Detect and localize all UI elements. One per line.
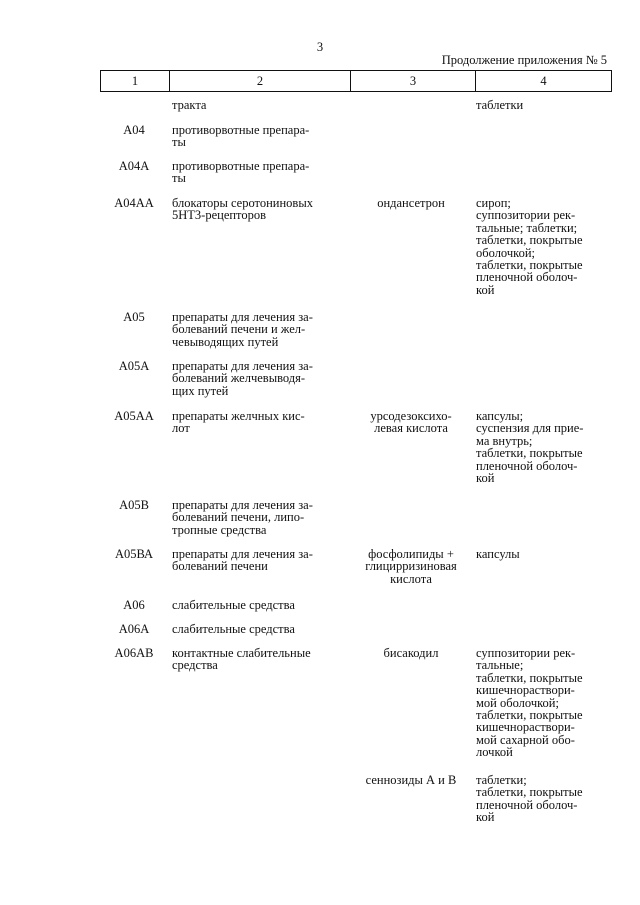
row-name: противорвотные препара- ты [172, 123, 310, 150]
row-code: А06А [118, 622, 150, 636]
row-form: капсулы [476, 547, 520, 561]
row-code: А04АА [114, 196, 154, 210]
row-substance: сеннозиды А и В [365, 773, 457, 787]
row-name: препараты для лечения за- болеваний желчевыводя- щих путей [172, 359, 313, 398]
row-substance: фосфолипиды + глицирризиновая кислота [365, 547, 457, 586]
row-name: препараты для лечения за- болеваний печени [172, 547, 313, 574]
row-name: препараты для лечения за- болеваний печени и жел- чевыводящих путей [172, 310, 313, 349]
header-col-4: 4 [540, 74, 547, 88]
row-form: таблетки [476, 98, 524, 112]
row-substance: ондансетрон [377, 196, 445, 210]
row-code: А04 [123, 123, 145, 137]
row-substance: бисакодил [383, 646, 439, 660]
continuation-label: Продолжение приложения № 5 [441, 53, 607, 67]
row-substance: урсодезоксихо- левая кислота [370, 409, 452, 436]
page-number: 3 [316, 40, 324, 54]
row-code: А05ВА [114, 547, 154, 561]
row-code: А04А [118, 159, 150, 173]
row-code: А05 [123, 310, 145, 324]
row-code: А05В [119, 498, 149, 512]
row-code: А06 [123, 598, 145, 612]
row-name: слабительные средства [172, 622, 295, 636]
row-name: препараты желчных кис- лот [172, 409, 305, 436]
row-form: суппозитории рек- тальные; таблетки, покрытые кишечнораствори- мой оболочкой; таблетки, покрытые кишечнораствори- мой сахарной обо- лочкой [476, 646, 583, 760]
row-form: капсулы; суспензия для прие- ма внутрь; таблетки, покрытые пленочной оболоч- кой [476, 409, 584, 486]
row-name: тракта [172, 98, 207, 112]
row-code: А05А [118, 359, 150, 373]
table-header [100, 70, 612, 92]
row-code: А06АВ [114, 646, 154, 660]
row-name: противорвотные препара- ты [172, 159, 310, 186]
row-name: слабительные средства [172, 598, 295, 612]
header-col-2: 2 [256, 74, 264, 88]
row-form: таблетки; таблетки, покрытые пленочной оболоч- кой [476, 773, 583, 825]
header-col-3: 3 [409, 74, 417, 88]
row-name: блокаторы серотониновых 5НТ3-рецепторов [172, 196, 313, 223]
header-col-1: 1 [131, 74, 139, 88]
row-code: А05АА [114, 409, 154, 423]
row-form: сироп; суппозитории рек- тальные; таблетки; таблетки, покрытые оболочкой; таблетки, покрытые пленочной оболоч- кой [476, 196, 583, 297]
row-name: контактные слабительные средства [172, 646, 311, 673]
row-name: препараты для лечения за- болеваний печени, липо- тропные средства [172, 498, 313, 537]
